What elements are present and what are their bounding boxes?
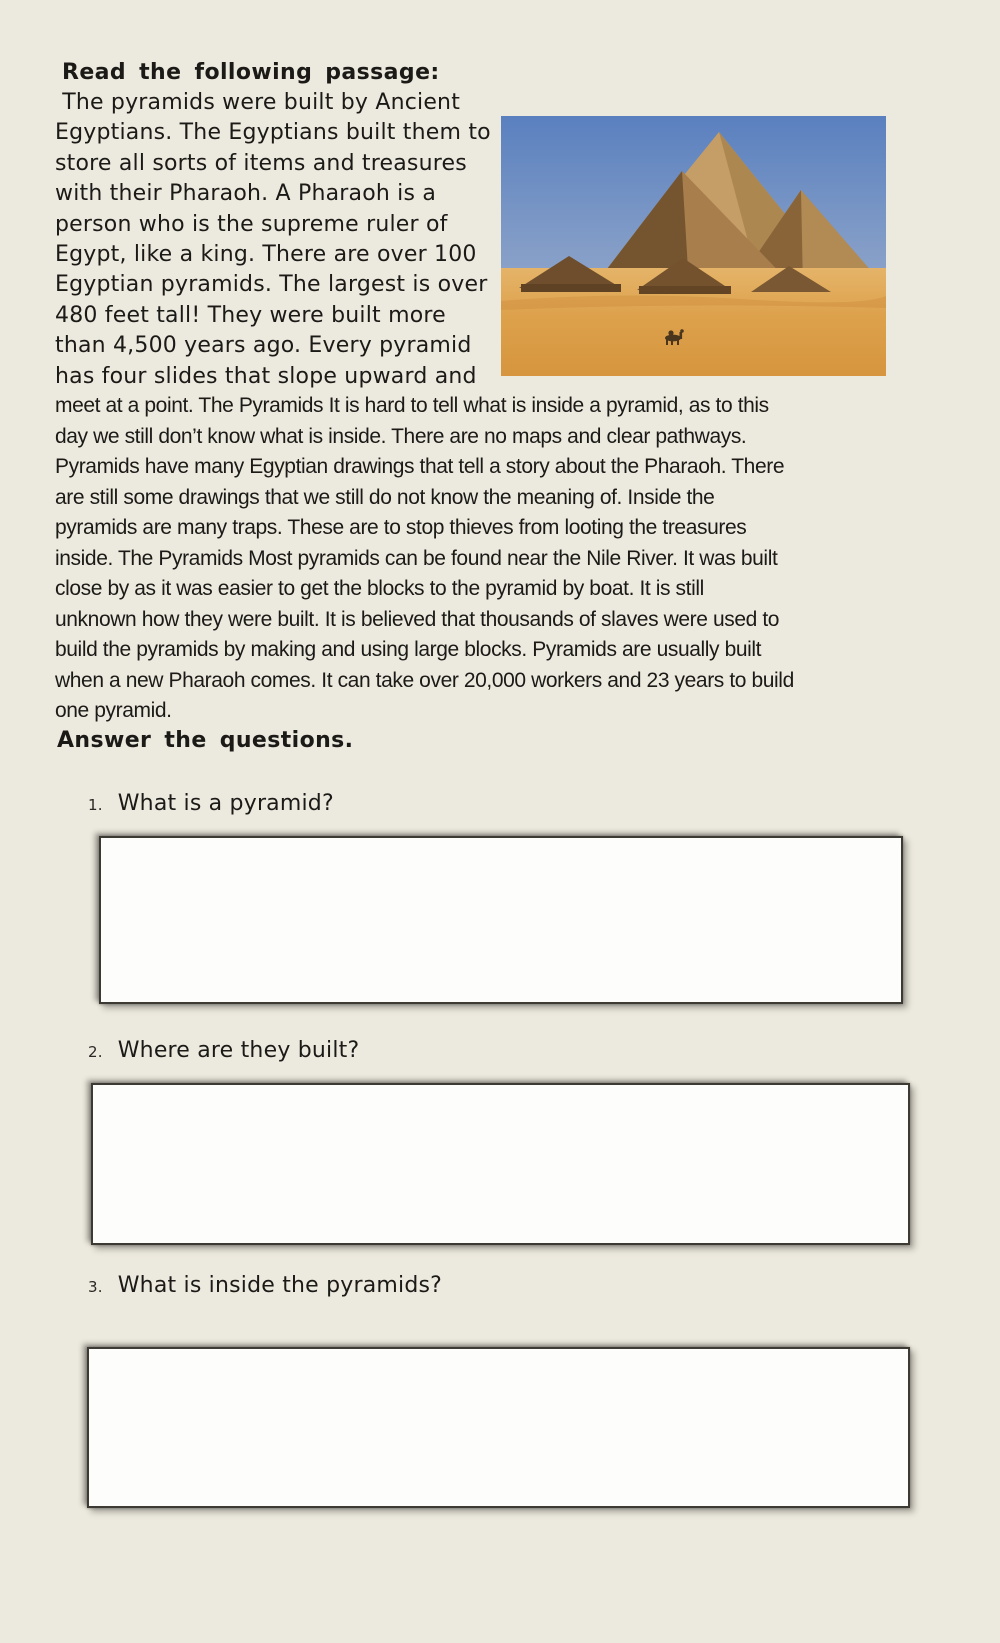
passage-line: close by as it was easier to get the blocks to the pyramid by boat. It is still	[55, 577, 704, 600]
passage-line: has four slides that slope upward and	[55, 363, 477, 389]
question-3	[88, 1273, 442, 1298]
passage-line: Egyptians. The Egyptians built them to	[55, 120, 491, 146]
question-1	[88, 791, 334, 816]
pyramids-photo	[501, 116, 886, 376]
passage-line: are still some drawings that we still do not know the meaning of. Inside the	[55, 485, 715, 509]
passage-line: build the pyramids by making and using large blocks. Pyramids are usually built	[55, 638, 762, 661]
passage-line: than 4,500 years ago. Every pyramid	[55, 333, 472, 359]
passage-line: with their Pharaoh. A Pharaoh is a	[55, 181, 437, 207]
passage-line: The pyramids were built by Ancient	[55, 90, 461, 115]
passage-line: Egyptian pyramids. The largest is over	[55, 272, 488, 298]
passage-heading: Read the following passage:	[62, 60, 440, 85]
passage-line: Pyramids have many Egyptian drawings that tell a story about the Pharaoh. There	[55, 455, 785, 478]
passage-line: pyramids are many traps. These are to stop thieves from looting the treasures	[55, 516, 747, 539]
question-3-text: What is inside the pyramids?	[117, 1273, 443, 1298]
question-2-number: 2.	[88, 1043, 103, 1061]
answer-box-2[interactable]	[91, 1083, 910, 1245]
answer-box-3[interactable]	[87, 1347, 910, 1508]
passage-line: 480 feet tall! They were built more	[55, 302, 446, 328]
answer-box-1[interactable]	[99, 836, 903, 1004]
passage-line: store all sorts of items and treasures	[55, 150, 467, 176]
passage-line: meet at a point. The Pyramids It is hard to tell what is inside a pyramid, as to this	[55, 394, 769, 417]
passage-line: unknown how they were built. It is believed that thousands of slaves were used to	[55, 607, 780, 631]
question-1-number: 1.	[88, 796, 103, 814]
pyramids-photo-image	[501, 116, 886, 376]
passage-line: Egypt, like a king. There are over 100	[55, 242, 477, 268]
questions-heading: Answer the questions.	[57, 728, 354, 753]
question-3-number: 3.	[88, 1278, 103, 1296]
passage-line: one pyramid.	[55, 699, 172, 722]
question-2-text: Where are they built?	[117, 1038, 360, 1063]
passage-body-text	[55, 391, 935, 727]
passage-intro-text	[55, 88, 495, 392]
passage-line: day we still don’t know what is inside. There are no maps and clear pathways.	[55, 424, 747, 448]
question-1-text: What is a pyramid?	[117, 791, 334, 816]
question-2	[88, 1038, 359, 1063]
passage-line: inside. The Pyramids Most pyramids can be found near the Nile River. It was built	[55, 546, 778, 570]
passage-line: person who is the supreme ruler of	[55, 211, 448, 237]
passage-line: when a new Pharaoh comes. It can take over 20,000 workers and 23 years to build	[55, 668, 794, 692]
